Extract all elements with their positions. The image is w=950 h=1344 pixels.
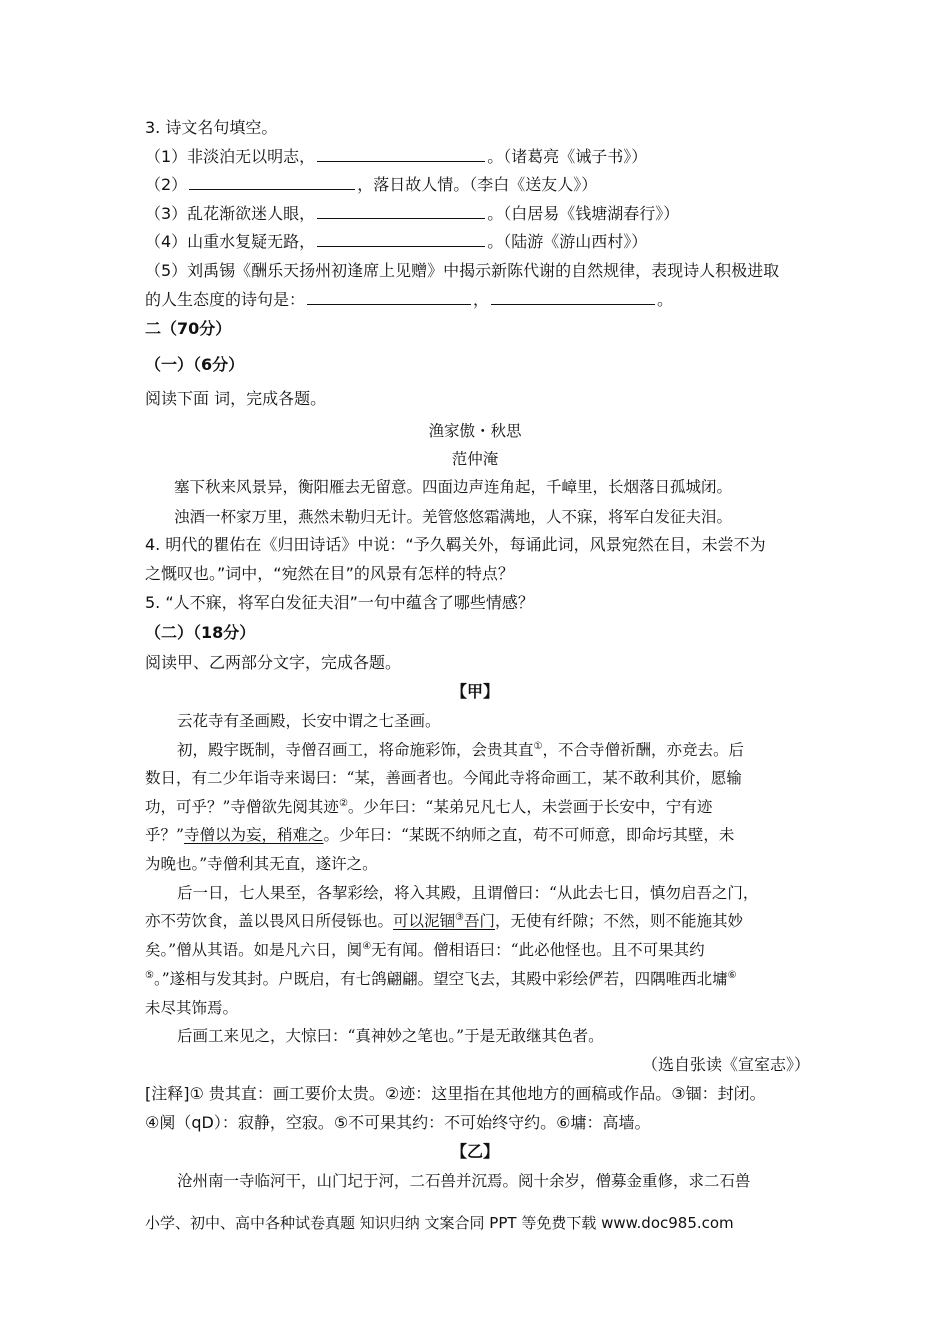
part-2-intro: 阅读甲、乙两部分文字，完成各题。 [145, 653, 402, 672]
question-3-item-5-line2: 的人生态度的诗句是： ， 。 [145, 290, 674, 309]
answer-blank[interactable] [317, 203, 485, 219]
notes-line-1: [注释]① 贵其直：画工要价太贵。②迹：这里指在其他地方的画稿或作品。③锢：封闭。 [145, 1084, 766, 1103]
footnote-marker: ⑥ [727, 969, 737, 981]
footnote-marker: ③ [455, 911, 464, 923]
passage-jia-line: 云花寺有圣画殿，长安中谓之七圣画。 [177, 712, 441, 730]
underlined-sentence: 寺僧以为妄，稍难之 [183, 826, 324, 844]
question-3-item-4: （4）山重水复疑无路， 。（陆游《游山西村》） [145, 232, 648, 251]
page-footer: 小学、初中、高中各种试卷真题 知识归纳 文案合同 PPT 等免费下载 www.doc985.com [145, 1214, 734, 1232]
passage-jia-line: 乎？”寺僧以为妄，稍难之。少年曰：“某既不纳师之直，苟不可师意，即命圬其壁，未 [145, 826, 735, 844]
question-3-item-2: （2） ，落日故人情。（李白《送友人》） [145, 175, 598, 194]
passage-jia-line: 亦不劳饮食，盖以畏风日所侵铄也。可以泥锢③吾门，无使有纤隙；不然，则不能施其妙 [145, 911, 744, 930]
question-3-item-5-line1: （5）刘禹锡《酬乐天扬州初逢席上见赠》中揭示新陈代谢的自然规律，表现诗人积极进取 [145, 261, 780, 280]
answer-blank[interactable] [317, 231, 485, 247]
part-2-title: （二）（18分） [145, 623, 256, 642]
poem-line-1: 塞下秋来风景异，衡阳雁去无留意。四面边声连角起，千嶂里，长烟落日孤城闭。 [174, 478, 733, 496]
passage-yi-heading: 【乙】 [450, 1142, 499, 1161]
passage-jia-line: 功，可乎？”寺僧欲先阅其迹②。少年曰：“某弟兄凡七人，未尝画于长安中，宁有迹 [145, 797, 713, 816]
footnote-marker: ① [533, 740, 543, 752]
passage-source: （选自张读《宣室志》） [641, 1055, 810, 1074]
footnote-marker: ④ [362, 940, 372, 952]
part-1-title: （一）（6分） [145, 355, 245, 374]
passage-jia-line: ⑤。”遂相与发其封。户既启，有七鸽翩翩。望空飞去，其殿中彩绘俨若，四隅唯西北墉⑥ [145, 969, 737, 988]
passage-yi-line: 沧州南一寺临河干，山门圮于河，二石兽并沉焉。阅十余岁，僧募金重修，求二石兽 [177, 1172, 751, 1190]
passage-jia-line: 初，殿宇既制，寺僧召画工，将命施彩饰，会贵其直①，不合寺僧祈酬，亦竞去。后 [177, 740, 744, 759]
answer-blank[interactable] [307, 289, 471, 305]
question-5: 5. “人不寐，将军白发征夫泪”一句中蕴含了哪些情感？ [145, 593, 534, 612]
answer-blank[interactable] [491, 289, 655, 305]
passage-jia-line: 矣。”僧从其语。如是凡六日，阒④无有闻。僧相语曰：“此必他怪也。且不可果其约 [145, 940, 705, 959]
passage-jia-line: 未尽其饰焉。 [145, 999, 239, 1017]
answer-blank[interactable] [317, 146, 485, 162]
underlined-sentence: 可以泥锢③吾门 [393, 911, 496, 930]
footnote-marker: ② [338, 797, 348, 809]
poem-author: 范仲淹 [451, 450, 499, 468]
poem-line-2: 浊酒一杯家万里，燕然未勒归无计。羌管悠悠霜满地，人不寐，将军白发征夫泪。 [174, 508, 733, 526]
footnote-marker: ⑤ [145, 969, 154, 981]
passage-jia-line: 后画工来见之，大惊曰：“真神妙之笔也。”于是无敢继其色者。 [177, 1027, 604, 1045]
section-2-title: 二（70分） [145, 319, 232, 338]
answer-blank[interactable] [189, 174, 355, 190]
passage-jia-line: 后一日，七人果至，各挈彩绘，将入其殿，且谓僧曰：“从此去七日，慎勿启吾之门， [177, 884, 759, 902]
question-4-line1: 4. 明代的瞿佑在《归田诗话》中说：“予久羁关外，每诵此词，风景宛然在目，未尝不为 [145, 535, 766, 554]
passage-jia-line: 为晚也。”寺僧利其无直，遂许之。 [145, 855, 378, 873]
passage-jia-heading: 【甲】 [450, 682, 499, 701]
question-3-title: 3. 诗文名句填空。 [145, 118, 278, 137]
question-4-line2: 之慨叹也。”词中，“宛然在目”的风景有怎样的特点？ [145, 564, 514, 583]
question-3-item-1: （1）非淡泊无以明志， 。（诸葛亮《诫子书》） [145, 147, 648, 166]
poem-title: 渔家傲・秋思 [428, 422, 522, 440]
passage-jia-line: 数日，有二少年诣寺来谒曰：“某，善画者也。今闻此寺将命画工，某不敢利其价，愿输 [145, 769, 742, 787]
notes-line-2: ④阒（qD）：寂静，空寂。⑤不可果其约：不可始终守约。⑥墉：高墙。 [145, 1113, 651, 1132]
part-1-intro: 阅读下面 词，完成各题。 [145, 389, 327, 408]
question-3-item-3: （3）乱花渐欲迷人眼， 。（白居易《钱塘湖春行》） [145, 204, 680, 223]
